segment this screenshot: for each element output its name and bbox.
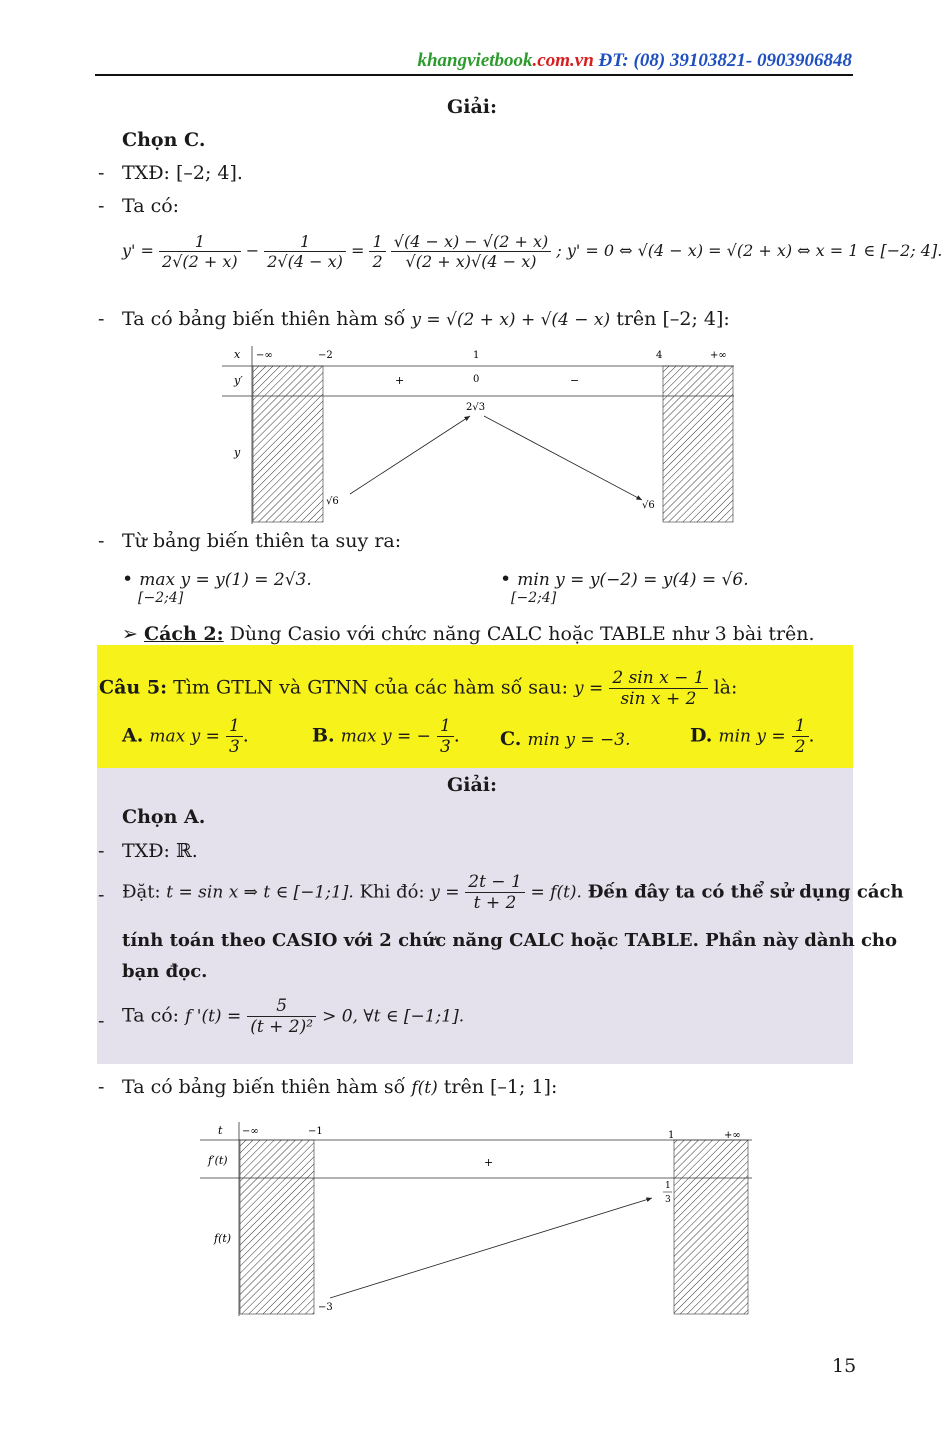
table1-arrow-down	[484, 416, 642, 500]
bbt2-range: trên [–1; 1]:	[443, 1076, 558, 1098]
deriv-lhs: y' =	[122, 241, 154, 260]
fprime-line	[122, 996, 464, 1037]
question-func-lhs: y =	[574, 678, 604, 699]
deriv-half-n: 1	[369, 232, 385, 252]
max-subscript: [−2;4]	[138, 590, 184, 606]
page-number: 15	[832, 1355, 857, 1377]
option-letter: D.	[690, 724, 713, 747]
dat-line	[122, 872, 904, 913]
header	[417, 50, 852, 72]
table2-fp-label: f′(t)	[208, 1154, 228, 1167]
deriv-d1: 2√(2 + x)	[162, 252, 238, 271]
cach2-text: Dùng Casio với chức năng CALC hoặc TABLE như 3 bài trên.	[229, 623, 815, 645]
deriv-d3: √(2 + x)√(4 − x)	[405, 252, 537, 271]
option-d[interactable]	[690, 716, 815, 757]
option-pre: max y =	[149, 726, 220, 747]
option-b[interactable]	[312, 716, 460, 757]
deriv-frac-3	[391, 232, 552, 271]
table2-f-bottom: −3	[318, 1302, 333, 1313]
choice-label: Chọn C.	[122, 129, 206, 151]
table2-t-label: t	[218, 1124, 223, 1137]
bullet-dash: -	[98, 308, 105, 330]
bullet-dash: -	[98, 530, 105, 552]
option-pre: max y = −	[340, 726, 431, 747]
question-label: Câu 5:	[99, 676, 168, 699]
question-func-frac	[609, 668, 707, 709]
deriv-half-d: 2	[372, 252, 383, 271]
khido-num: 2t − 1	[465, 872, 525, 893]
bbt2-intro-line	[122, 1076, 557, 1098]
site-domain[interactable]: .com.vn	[532, 50, 594, 71]
table2-t-minus1: −1	[308, 1126, 323, 1137]
deriv-frac-half	[369, 232, 385, 271]
hatched-region-right	[663, 366, 733, 522]
option-post: .	[808, 724, 815, 747]
bullet-icon: •	[500, 568, 512, 590]
option-num: 1	[437, 716, 454, 737]
cach2-label: Cách 2:	[143, 623, 224, 645]
deriv-tail: ; y' = 0 ⇔ √(4 − x) = √(2 + x) ⇔ x = 1 ∈ [−2; 4].	[556, 241, 943, 260]
choice2-label: Chọn A.	[122, 806, 206, 828]
min-result	[500, 568, 749, 590]
bbt-intro-line	[122, 308, 730, 330]
option-post: .	[242, 724, 249, 747]
max-result	[122, 568, 312, 590]
table1-sign-minus: −	[570, 374, 580, 387]
option-num: 1	[226, 716, 243, 737]
table2-t-1: 1	[668, 1130, 675, 1141]
deriv-d2: 2√(4 − x)	[267, 252, 343, 271]
table2-t-neg-inf: −∞	[242, 1126, 259, 1137]
table1-y-left: √6	[326, 496, 339, 507]
dat-label: Đặt:	[122, 881, 161, 903]
option-num: 1	[792, 716, 809, 737]
option-pre: min y = −3.	[527, 730, 631, 750]
table1-arrow-up	[350, 416, 470, 494]
hatched-region-left	[240, 1140, 314, 1314]
bbt-func: y = √(2 + x) + √(4 − x)	[411, 310, 611, 330]
table2-f-top-num: 1	[665, 1181, 671, 1191]
table1-x-4: 4	[656, 350, 663, 361]
bullet-dash: -	[98, 162, 105, 184]
bullet-dash: -	[98, 884, 105, 906]
option-den: 3	[228, 737, 240, 757]
table1-sign-zero: 0	[473, 374, 480, 385]
solution-heading: Giải:	[447, 96, 497, 118]
option-frac	[437, 716, 454, 757]
option-frac	[792, 716, 809, 757]
option-frac	[226, 716, 243, 757]
hatched-region-right	[674, 1140, 748, 1314]
hatched-region-left	[253, 366, 323, 522]
fp-lhs: f '(t) =	[185, 1006, 242, 1027]
domain2-text: TXĐ: ℝ.	[122, 840, 198, 862]
table1-x-label: x	[234, 348, 241, 361]
bold-note-2: tính toán theo CASIO với 2 chức năng CALC hoặc TABLE. Phần này dành cho	[122, 930, 898, 951]
min-text: min y = y(−2) = y(4) = √6.	[517, 570, 749, 590]
question-func-num: 2 sin x − 1	[609, 668, 707, 689]
phone-number: ĐT: (08) 39103821- 0903906848	[598, 50, 852, 71]
bullet-dash: -	[98, 195, 105, 217]
bbt-intro: Ta có bảng biến thiên hàm số	[122, 308, 406, 330]
question-5	[99, 668, 737, 709]
solution2-heading: Giải:	[447, 774, 497, 796]
table1-x-pos-inf: +∞	[710, 350, 727, 361]
table2-sign-plus: +	[484, 1156, 494, 1169]
table1-x-minus2: −2	[318, 350, 333, 361]
taco2-label: Ta có:	[122, 1004, 180, 1027]
question-text: Tìm GTLN và GTNN của các hàm số sau:	[173, 676, 568, 699]
arrow-bullet-icon: ➢	[122, 623, 138, 645]
question-tail: là:	[713, 676, 738, 699]
derivative-formula: y' = $\frac{1}{2√(2 + x)}$ − $\frac{1}{2√(4 - x)}$ = $\frac{1}{2}$ $\frac{√(4 - x) - √(2 + x)}{√(2 + x)√(4 - x)}$ ; y' = 0 ⇔ √(4 − x) = √(2 + x) ⇔ x = 1 ∈ [−2; 4].	[122, 232, 943, 271]
bbt2-intro: Ta có bảng biến thiên hàm số	[122, 1076, 406, 1098]
bullet-icon: •	[122, 568, 134, 590]
deriv-n3: √(4 − x) − √(2 + x)	[391, 232, 552, 252]
bbt2-func: f(t)	[411, 1078, 438, 1098]
table2-t-pos-inf: +∞	[724, 1130, 741, 1141]
khido-label: Khi đó:	[359, 881, 425, 903]
variation-table-1	[222, 346, 734, 524]
fp-den: (t + 2)²	[250, 1017, 314, 1037]
header-rule	[95, 74, 853, 76]
option-post: .	[453, 724, 460, 747]
fp-num: 5	[247, 996, 316, 1017]
deriv-n1: 1	[159, 232, 241, 252]
option-a[interactable]	[122, 716, 249, 757]
question-func-den: sin x + 2	[620, 689, 697, 709]
table1-x-1: 1	[473, 350, 480, 361]
option-c[interactable]	[500, 728, 630, 750]
variation-table-2	[200, 1122, 752, 1316]
option-pre: min y =	[718, 726, 786, 747]
option-letter: B.	[312, 724, 335, 747]
fp-tail: > 0, ∀t ∈ [−1;1].	[322, 1006, 465, 1027]
table1-y-right: √6	[642, 500, 655, 511]
deriv-n2: 1	[264, 232, 346, 252]
table1-y-label: y	[234, 446, 241, 459]
site-name[interactable]: khangvietbook	[417, 50, 533, 71]
fp-frac	[247, 996, 316, 1037]
option-den: 3	[439, 737, 451, 757]
conclude-text: Từ bảng biến thiên ta suy ra:	[122, 530, 402, 552]
domain-text: TXĐ: [–2; 4].	[122, 162, 243, 184]
dat-math: t = sin x ⇒ t ∈ [−1;1].	[166, 882, 354, 903]
table2-f-label: f(t)	[214, 1232, 232, 1245]
table2-f-top-den: 3	[665, 1195, 671, 1205]
option-letter: A.	[122, 724, 144, 747]
khido-frac	[465, 872, 525, 913]
khido-rhs: = f(t).	[530, 882, 582, 903]
bullet-dash: -	[98, 1010, 105, 1032]
max-text: max y = y(1) = 2√3.	[139, 570, 312, 590]
table2-arrow-up	[330, 1198, 652, 1298]
deriv-frac-2	[264, 232, 346, 271]
taco-text: Ta có:	[122, 195, 180, 217]
bullet-dash: -	[98, 840, 105, 862]
bbt-range: trên [–2; 4]:	[616, 308, 730, 330]
option-letter: C.	[500, 728, 522, 750]
option-den: 2	[794, 737, 806, 757]
khido-den: t + 2	[473, 893, 517, 913]
cach2-line	[122, 623, 815, 645]
deriv-frac-1	[159, 232, 241, 271]
table1-y-top: 2√3	[466, 402, 486, 413]
min-subscript: [−2;4]	[511, 590, 557, 606]
table1-yp-label: y′	[234, 374, 243, 387]
table1-x-neg-inf: −∞	[256, 350, 273, 361]
table1-sign-plus: +	[395, 374, 405, 387]
khido-lhs: y =	[430, 882, 460, 903]
bullet-dash: -	[98, 1076, 105, 1098]
bold-note-3: bạn đọc.	[122, 961, 208, 982]
bold-note-1: Đến đây ta có thể sử dụng cách	[587, 881, 904, 903]
